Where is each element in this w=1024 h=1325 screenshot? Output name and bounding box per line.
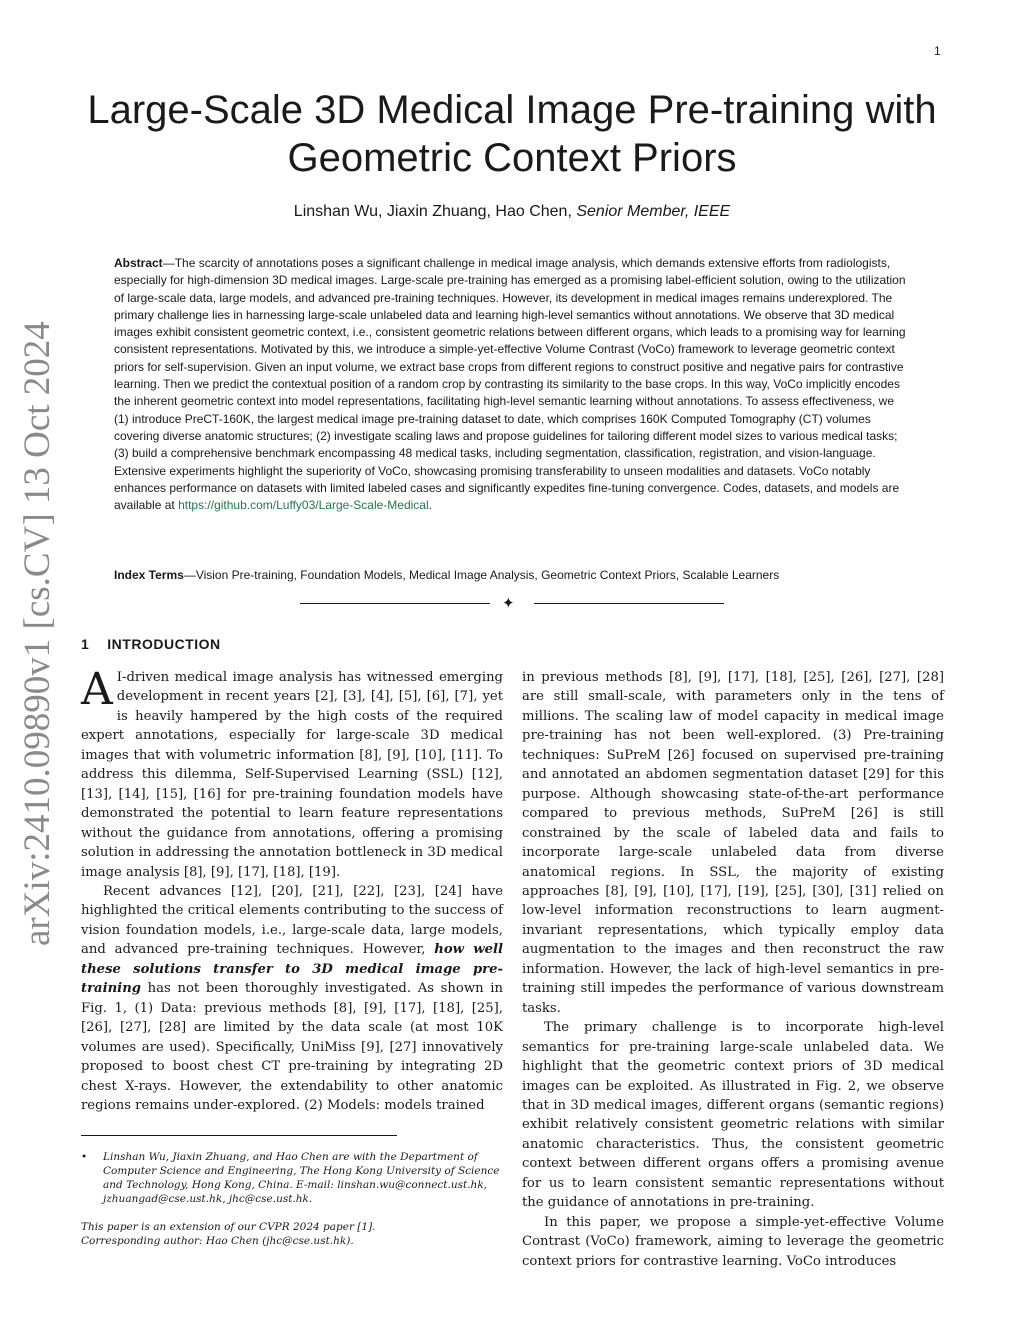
section-divider [300,596,724,612]
intro-paragraph-4: The primary challenge is to incorporate high-level semantics for pre-training large-scale unlabeled data. We highlight that the geometric context priors of 3D medical images can be exploited. As illustrated in Fig. 2, we observe that in 3D medical images, different organs (semantic regions) exhibit relatively consistent geometric relations with similar anatomic characteristics. Thus, the consistent geometric context between different organs offers a promising avenue for us to learn consistent semantic representations without the guidance of annotations in pre-training. [522,1020,944,1211]
index-terms-label: Index Terms [114,568,184,582]
intro-paragraph-2 [81,882,503,1115]
author-names: Linshan Wu, Jiaxin Zhuang, Hao Chen, [293,203,572,220]
right-column [522,668,944,1271]
section-number: 1 [81,636,90,652]
author-line [0,203,1024,221]
code-link[interactable]: https://github.com/Luffy03/Large-Scale-Medical [178,498,429,513]
divider-line-left [300,603,490,604]
section-heading [81,636,221,652]
corresponding-text: Corresponding author: Hao Chen (jhc@cse.ust.hk). [81,1235,354,1247]
index-terms-text: —Vision Pre-training, Foundation Models, Medical Image Analysis, Geometric Context Priors, Scalable Learners [183,568,780,582]
extension-text: This paper is an extension of our CVPR 2024 paper [1]. [81,1221,376,1233]
intro-paragraph-1 [81,664,503,882]
footnote-rule [81,1135,397,1136]
affiliation-text: Linshan Wu, Jiaxin Zhuang, and Hao Chen are with the Department of Computer Science and Engineering, The Hong Kong University of Science and Technology, Hong Kong, China. E-mail: linshan.wu@connect.ust.hk, jzhuangad@cse.ust.hk, jhc@cse.ust.hk. [103,1151,500,1205]
footnote-extension [81,1220,503,1248]
intro-p2-text-b: has not been thoroughly investigated. As shown in Fig. 1, (1) Data: previous methods [8], [9], [17], [18], [25], [26], [27], [28] are limited by the data scale (at most 10K volumes are used). Specifically, UniMiss [9], [27] innovatively proposed to boost chest CT pre-training by integrating 2D chest X-rays. However, the extendability to other anatomic regions remains under-explored. (2) Models: models trained [81,981,503,1113]
bullet-icon: • [81,1151,88,1163]
drop-cap: A [81,664,113,715]
abstract-text: —The scarcity of annotations poses a significant challenge in medical image analysis, which demands extensive efforts from radiologists, especially for high-dimension 3D medical images. Large-scale pre-training has emerged as a promising label-efficient solution, owing to the utilization of large-scale data, large models, and advanced pre-training techniques. However, its development in medical images remains underexplored. The primary challenge lies in harnessing large-scale unlabeled data and learning high-level semantics without annotations. We observe that 3D medical images exhibit consistent geometric context, i.e., consistent geometric relations between different organs, which leads to a promising way for learning consistent representations. Motivated by this, we introduce a simple-yet-effective Volume Contrast (VoCo) framework to leverage geometric context priors for self-supervision. Given an input volume, we extract base crops from different regions to construct positive and negative pairs for contrastive learning. Then we predict the contextual position of a random crop by contrasting its similarity to the base crops. In this way, VoCo implicitly encodes the inherent geometric context into model representations, facilitating high-level semantic learning without annotations. To assess effectiveness, we (1) introduce PreCT-160K, the largest medical image pre-training dataset to date, which comprises 160K Computed Tomography (CT) volumes covering diverse anatomic structures; (2) investigate scaling laws and propose guidelines for tailoring different model sizes to various medical tasks; (3) build a comprehensive benchmark encompassing 48 medical tasks, including segmentation, classification, registration, and vision-language. Extensive experiments highlight the superiority of VoCo, showcasing promising transferability to unseen modalities and datasets. VoCo notably enhances performance on datasets with limited labeled cases and significantly expedites fine-tuning convergence. Codes, datasets, and models are available at [114,256,906,513]
abstract-end: . [428,498,432,513]
abstract [114,255,910,514]
arxiv-stamp: arXiv:2410.09890v1 [cs.CV] 13 Oct 2024 [17,321,58,946]
intro-paragraph-3: in previous methods [8], [9], [17], [18], [25], [26], [27], [28] are still small-scale, with parameters only in the tens of millions. The scaling law of model capacity in medical image pre-training has not been well-explored. (3) Pre-training techniques: SuPreM [26] focused on supervised pre-training and annotated an abdomen segmentation dataset [29] for this purpose. Although showcasing state-of-the-art performance compared to previous methods, SuPreM [26] is still constrained by the scale of labeled data and fails to incorporate large-scale unlabeled data from diverse anatomical regions. In SSL, the majority of existing approaches [8], [9], [10], [17], [19], [25], [30], [31] relied on low-level information reconstructions to learn augment-invariant representations, which typically employ data augmentation to the images and then reconstruct the raw information. However, the lack of high-level semantics in pre-training still impedes the performance of various downstream tasks. [522,670,944,1016]
page-number: 1 [934,44,941,58]
intro-p2-text-a: Recent advances [12], [20], [21], [22], [23], [24] have highlighted the critical elements contributing to the success of vision foundation models, i.e., large-scale data, large models, and advanced pre-training techniques. However, [81,883,503,958]
intro-p1-text: I-driven medical image analysis has witnessed emerging development in recent years [2], [3], [4], [5], [6], [7], yet is heavily hampered by the high costs of the required expert annotations, especially for large-scale 3D medical images that with volumetric information [8], [9], [10], [11]. To address this dilemma, Self-Supervised Learning (SSL) [12], [13], [14], [15], [16] for pre-training foundation models have demonstrated the potential to learn feature representations without the guidance from annotations, offering a promising solution in addressing the annotation bottleneck in 3D medical image analysis [8], [9], [17], [18], [19]. [81,670,503,880]
abstract-label: Abstract [114,256,163,270]
paper-title: Large-Scale 3D Medical Image Pre-training with Geometric Context Priors [87,88,937,180]
index-terms [114,568,910,582]
intro-p2-emphasis: how well these solutions transfer to 3D medical image pre-training [81,942,503,997]
divider-star-icon: ✦ [502,594,515,612]
author-role: Senior Member, IEEE [576,203,731,220]
footnote-affiliation [81,1150,503,1206]
divider-line-right [534,603,724,604]
section-title: INTRODUCTION [107,636,221,652]
left-column [81,664,503,1115]
intro-paragraph-5: In this paper, we propose a simple-yet-effective Volume Contrast (VoCo) framework, aiming to leverage the geometric context priors for contrastive learning. VoCo introduces [522,1214,944,1269]
